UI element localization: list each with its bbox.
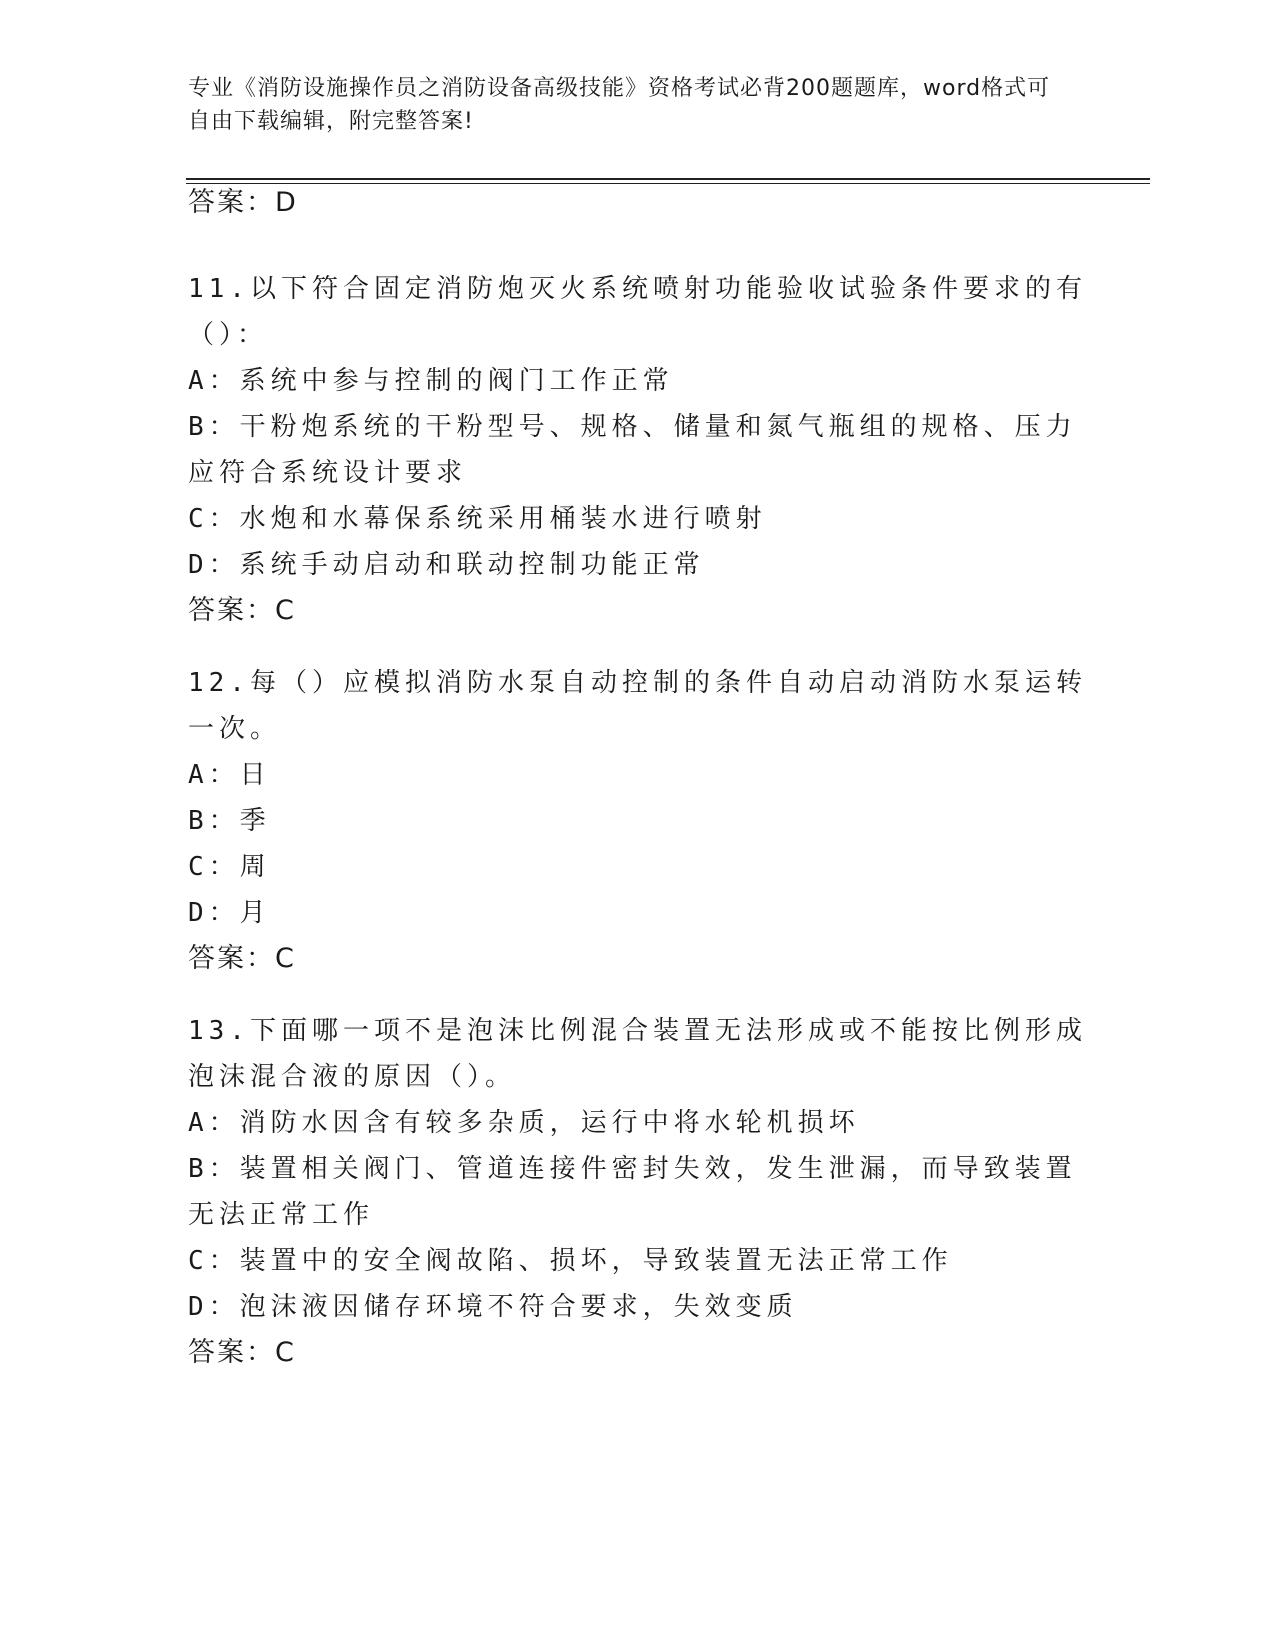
option-a: A：消防水因含有较多杂质，运行中将水轮机损坏	[188, 1108, 860, 1138]
option-c: C：装置中的安全阀故陷、损坏，导致装置无法正常工作	[188, 1246, 953, 1276]
answer-line: 答案：C	[188, 943, 296, 974]
option-a: A：日	[188, 760, 271, 790]
question-11	[188, 266, 1088, 634]
question-text: 12.每（）应模拟消防水泵自动控制的条件自动启动消防水泵运转一次。	[188, 668, 1087, 744]
option-c: C：水炮和水幕保系统采用桶装水进行喷射	[188, 504, 767, 534]
option-c: C：周	[188, 852, 271, 882]
answer-line: 答案：C	[188, 595, 296, 626]
document-header: 专业《消防设施操作员之消防设备高级技能》资格考试必背200题题库，word格式可自由下载编辑，附完整答案!	[188, 76, 1051, 134]
option-a: A：系统中参与控制的阀门工作正常	[188, 366, 674, 396]
option-d: D：泡沫液因储存环境不符合要求，失效变质	[188, 1292, 798, 1322]
question-text: 13.下面哪一项不是泡沫比例混合装置无法形成或不能按比例形成泡沫混合液的原因（）。	[188, 1016, 1087, 1092]
option-b: B：装置相关阀门、管道连接件密封失效，发生泄漏，而导致装置无法正常工作	[188, 1154, 1077, 1230]
answer-line: 答案：D	[188, 187, 298, 218]
option-b: B：干粉炮系统的干粉型号、规格、储量和氮气瓶组的规格、压力应符合系统设计要求	[188, 412, 1077, 488]
option-d: D：月	[188, 898, 271, 928]
question-13	[188, 1008, 1088, 1376]
answer-line: 答案：C	[188, 1337, 296, 1368]
option-d: D：系统手动启动和联动控制功能正常	[188, 550, 705, 580]
question-12	[188, 660, 1088, 982]
option-b: B：季	[188, 806, 271, 836]
previous-answer-block	[188, 180, 1088, 226]
question-text: 11.以下符合固定消防炮灭火系统喷射功能验收试验条件要求的有（）：	[188, 274, 1087, 350]
